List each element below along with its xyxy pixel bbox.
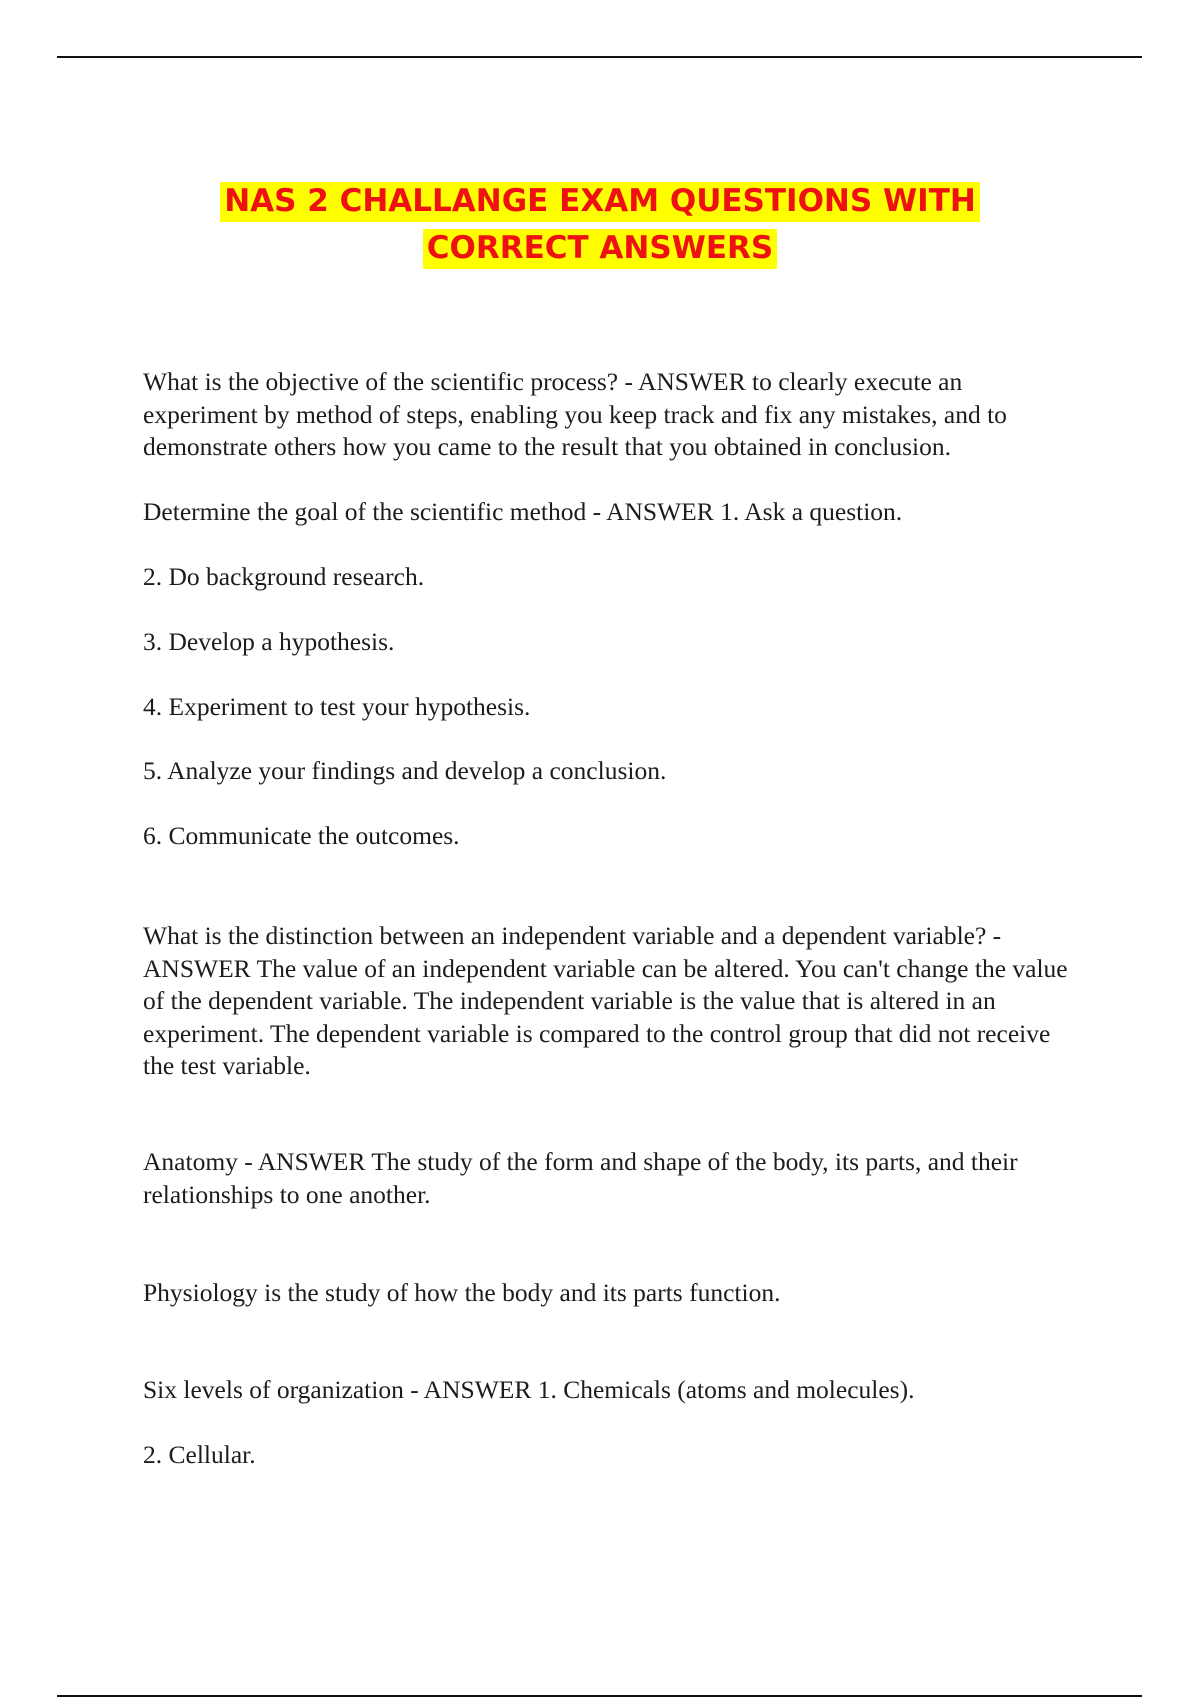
qa-anatomy: Anatomy - ANSWER The study of the form and shape of the body, its parts, and their relationships to one another. bbox=[143, 1147, 1018, 1209]
list-item: 2. Cellular. bbox=[143, 1440, 256, 1469]
list-item: 5. Analyze your findings and develop a conclusion. bbox=[143, 756, 667, 785]
qa-scientific-method: Determine the goal of the scientific method - ANSWER 1. Ask a question. bbox=[143, 497, 903, 526]
qa-variables: What is the distinction between an independent variable and a dependent variable? - ANSWER The value of an independent variable can be altered. You can't change the value of the dependent variable. The independent variable is the value that is altered in an experiment. The dependent variable is compared to the control group that did not receive the test variable. bbox=[143, 921, 1068, 1080]
list-item: 4. Experiment to test your hypothesis. bbox=[143, 692, 531, 721]
list-item: 2. Do background research. bbox=[143, 562, 425, 591]
top-rule bbox=[57, 56, 1142, 58]
title-line-1: NAS 2 CHALLANGE EXAM QUESTIONS WITH bbox=[220, 182, 980, 222]
title-line-2: CORRECT ANSWERS bbox=[423, 229, 778, 269]
qa-scientific-process: What is the objective of the scientific process? - ANSWER to clearly execute an experiment by method of steps, enabling you keep track and fix any mistakes, and to demonstrate others how you came to the result that you obtained in conclusion. bbox=[143, 367, 1007, 461]
list-item: 6. Communicate the outcomes. bbox=[143, 821, 460, 850]
bottom-rule bbox=[57, 1695, 1142, 1697]
qa-levels-of-organization: Six levels of organization - ANSWER 1. Chemicals (atoms and molecules). bbox=[143, 1375, 915, 1404]
physiology-definition: Physiology is the study of how the body and its parts function. bbox=[143, 1278, 781, 1307]
document-title bbox=[0, 178, 1200, 272]
list-item: 3. Develop a hypothesis. bbox=[143, 627, 395, 656]
